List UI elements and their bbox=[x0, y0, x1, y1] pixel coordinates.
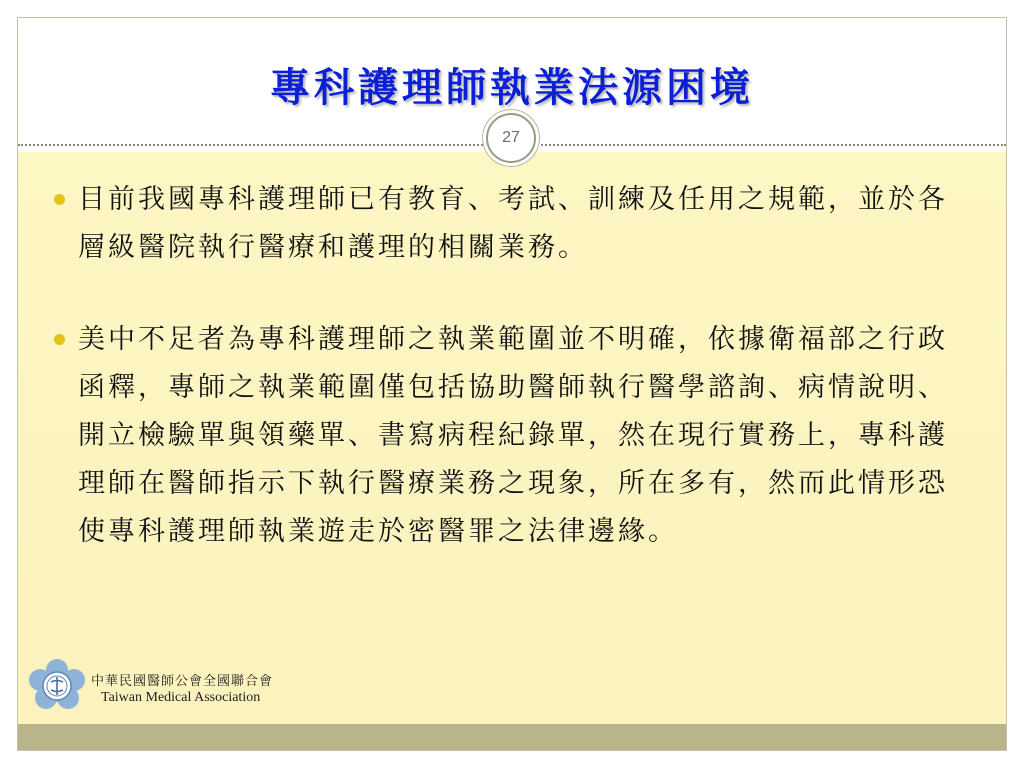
footer-bar bbox=[18, 724, 1006, 750]
bullet-item bbox=[52, 316, 962, 556]
slide-title: 專科護理師執業法源困境 bbox=[270, 64, 754, 111]
page-number-badge: 27 bbox=[486, 113, 536, 163]
association-emblem-icon bbox=[26, 658, 88, 714]
bullet-item bbox=[52, 176, 962, 272]
bullet-dot-icon bbox=[54, 334, 65, 345]
bullet-text: 美中不足者為專科護理師之執業範圍並不明確，依據衛福部之行政函釋，專師之執業範圍僅包括協助醫師執行醫學諮詢、病情說明、開立檢驗單與領藥單、書寫病程紀錄單，然在現行實務上，專科護理師在醫師指示下執行醫療業務之現象，所在多有，然而此情形恐使專科護理師執業遊走於密醫罪之法律邊緣。 bbox=[78, 324, 948, 547]
bullet-dot-icon bbox=[54, 194, 65, 205]
bullet-list bbox=[52, 176, 962, 600]
org-name-english: Taiwan Medical Association bbox=[101, 690, 261, 705]
bullet-text: 目前我國專科護理師已有教育、考試、訓練及任用之規範，並於各層級醫院執行醫療和護理的相關業務。 bbox=[78, 184, 948, 263]
org-name-chinese: 中華民國醫師公會全國聯合會 bbox=[91, 674, 274, 689]
